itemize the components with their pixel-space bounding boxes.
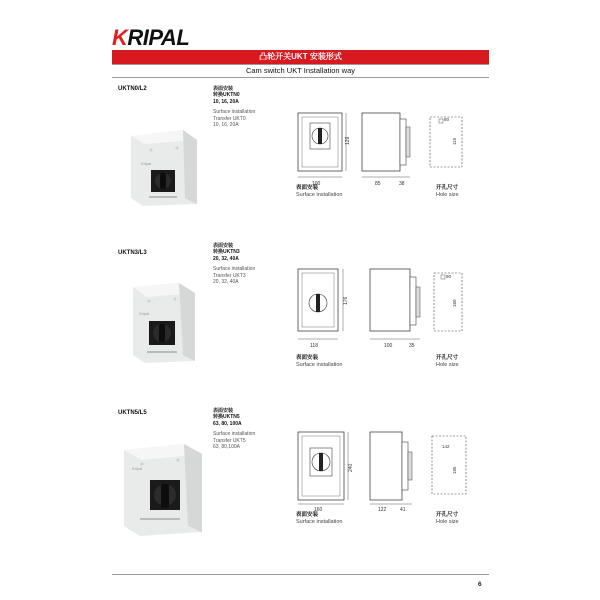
dim-hole-height: 160 [452, 299, 457, 307]
spec-zh-transfer: 转换UKTN3 [213, 249, 240, 256]
dim-side-knob: 38 [399, 181, 405, 187]
spec-zh-current: 10, 16, 20A [213, 98, 239, 105]
logo-text: RIPAL [127, 25, 190, 50]
spec-en-transfer: Transfer UKT3 [213, 272, 246, 279]
section-title-zh: 凸轮开关UKT 安装形式 [112, 50, 489, 64]
dim-side-depth: 85 [375, 181, 381, 187]
caption-hole-zh: 开孔尺寸 [436, 512, 459, 518]
svg-text:Kripal: Kripal [141, 161, 152, 166]
spec-en-current: 10, 16, 20A [213, 122, 239, 129]
dim-hole-width: 142 [442, 444, 450, 449]
dim-side-depth: 100 [384, 343, 393, 349]
dim-front-width: 100 [312, 181, 321, 187]
svg-text:Kripal: Kripal [139, 311, 150, 316]
caption-hole-en: Hole size [436, 192, 459, 198]
model-label: UKTN0/L2 [118, 86, 147, 92]
caption-surface-zh: 表面安装 [296, 512, 319, 518]
spec-block [213, 408, 255, 450]
caption-hole [436, 512, 459, 526]
spec-zh-current: 20, 32, 40A [213, 255, 239, 262]
caption-surface-en: Surface installation [296, 192, 343, 198]
spec-zh-install: 表面安装 [213, 243, 234, 249]
caption-surface [296, 185, 342, 199]
spec-block [213, 243, 255, 285]
logo-mark-icon: K [112, 25, 128, 50]
spec-en-current: 20, 32, 40A [213, 279, 239, 286]
spec-zh-install: 表面安装 [213, 408, 234, 414]
brand-logo [112, 25, 189, 51]
dimension-drawings [290, 105, 480, 197]
spec-zh-transfer: 转换UKTN0 [213, 92, 240, 99]
spec-zh-transfer: 转换UKTN5 [213, 414, 240, 421]
spec-zh-current: 63, 80, 100A [213, 420, 242, 427]
dim-front-height: 240 [348, 463, 354, 472]
spec-block [213, 86, 255, 128]
caption-surface [296, 512, 342, 526]
dim-front-height: 176 [343, 296, 349, 305]
spec-zh-install: 表面安装 [213, 86, 234, 92]
section-title-en: Cam switch UKT Installation way [112, 64, 489, 78]
caption-hole-zh: 开孔尺寸 [436, 185, 459, 191]
dim-side-knob: 35 [409, 343, 415, 349]
spec-en-install: Surface installation [213, 431, 256, 438]
dim-front-width: 118 [310, 343, 318, 349]
product-photo [125, 120, 205, 210]
spec-en-install: Surface installation [213, 266, 256, 273]
caption-hole [436, 355, 459, 369]
caption-hole-en: Hole size [436, 362, 459, 368]
dim-hole-height: 185 [452, 466, 457, 474]
model-label: UKTN3/L3 [118, 250, 147, 256]
spec-en-install: Surface installation [213, 109, 256, 116]
dim-side-knob: 41 [400, 507, 406, 512]
dimension-drawings [290, 428, 480, 512]
dim-side-depth: 122 [378, 507, 387, 512]
model-label: UKTN5/L5 [118, 410, 147, 416]
spec-en-current: 63, 80,100A [213, 444, 240, 451]
dim-hole-width: 80 [444, 117, 450, 122]
dim-front-height: 129 [345, 136, 351, 145]
footer-divider [112, 574, 489, 575]
spec-en-transfer: Transfer UKT0 [213, 115, 246, 122]
product-photo [125, 275, 205, 367]
caption-hole-zh: 开孔尺寸 [436, 355, 459, 361]
caption-surface-zh: 表面安装 [296, 355, 319, 361]
caption-surface-en: Surface installation [296, 519, 343, 525]
spec-en-transfer: Transfer UKT5 [213, 437, 246, 444]
caption-hole-en: Hole size [436, 519, 459, 525]
dimension-drawings [290, 265, 480, 357]
product-photo [118, 440, 210, 538]
page-number: 6 [478, 581, 482, 588]
caption-hole [436, 185, 459, 199]
caption-surface-zh: 表面安装 [296, 185, 319, 191]
svg-text:Kripal: Kripal [132, 466, 143, 471]
caption-surface-en: Surface installation [296, 362, 343, 368]
dim-front-width: 160 [314, 507, 323, 512]
caption-surface [296, 355, 342, 369]
dim-hole-width: 90 [446, 274, 452, 279]
dim-hole-height: 115 [452, 137, 457, 145]
